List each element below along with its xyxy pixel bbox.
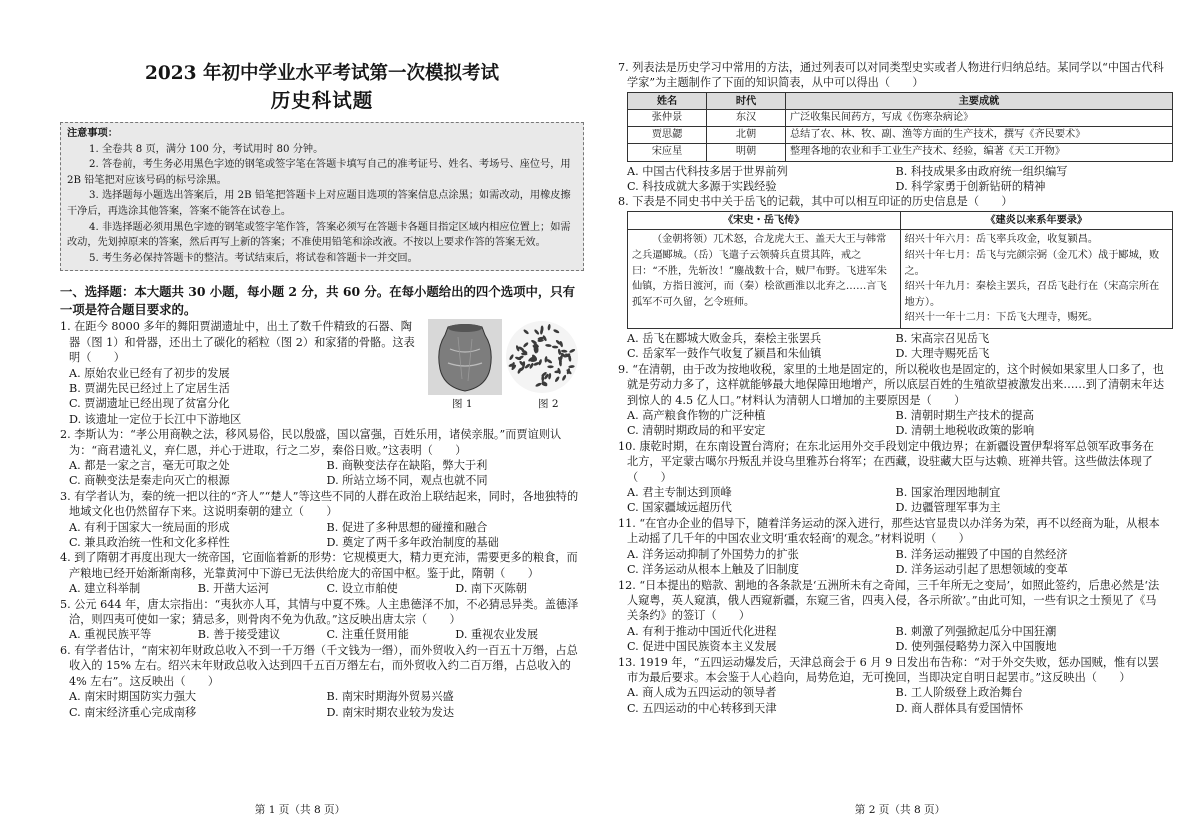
option: A. 君主专制达到顶峰 [627, 486, 732, 500]
question-9 [618, 362, 1164, 439]
section-heading: 一、选择题：本大题共 30 小题，每小题 2 分，共 60 分。在每小题给出的四个选项中，只有一项是符合题目要求的。 [60, 284, 576, 317]
question-stem: 8. 下表是不同史书中关于岳飞的记载，其中可以相互印证的历史信息是（ ） [618, 195, 1013, 209]
option: A. 高产粮食作物的广泛种植 [627, 409, 766, 423]
notice-heading: 注意事项： [67, 127, 118, 139]
question-6 [60, 643, 584, 720]
option: B. 清朝时期生产技术的提高 [895, 409, 1034, 423]
option: A. 重视民族平等 [69, 628, 152, 642]
table-header-row [628, 211, 1173, 230]
option: C. 贾湖遗址已经出现了贫富分化 [69, 397, 230, 411]
table-cell: 整理各地的农业和手工业生产技术、经验，编著《天工开物》 [786, 144, 1173, 161]
option: D. 所站立场不同，观点也就不同 [326, 474, 488, 488]
rice-grain-shape [547, 366, 553, 369]
table-cell: 广泛收集民间药方，写成《伤寒杂病论》 [786, 110, 1173, 127]
option: C. 兼具政治统一性和文化多样性 [69, 536, 230, 550]
option: B. 宋高宗召见岳飞 [895, 332, 990, 345]
option: D. 洋务运动引起了思想领域的变革 [895, 563, 1068, 577]
page-2 [600, 0, 1200, 828]
question-11 [618, 516, 1164, 578]
option: C. 洋务运动从根本上触及了旧制度 [627, 563, 799, 577]
notice-item: 3. 选择题每小题选出答案后，用 2B 铅笔把答题卡上对应题目选项的答案信息点涂黑；如需改动，用橡皮擦干净后，再选涂其他答案，答案不能答在试卷上。 [67, 190, 571, 217]
exam-subject-title: 历史科试题 [270, 89, 374, 112]
option: A. 岳飞在郾城大败金兵，秦桧主张罢兵 [627, 332, 822, 345]
question-1 [60, 319, 584, 427]
question-stem: 7. 列表法是历史学习中常用的方法，通过列表可以对同类型史实或者人物进行归纳总结。某同学以“中国古代科学家”为主题制作了下面的知识简表，从中可以得出（ ） [618, 61, 1164, 90]
question-stem: 3. 有学者认为，秦的统一把以往的“齐人”“楚人”等这些不同的人群在政治上联结起来，同时，各地独特的地域文化也仍然留存下来。这说明秦朝的建立（ ） [60, 489, 579, 519]
option: D. 该遗址一定位于长江中下游地区 [69, 412, 242, 426]
table-cell: 明朝 [707, 144, 786, 161]
table-cell: 宋应星 [628, 144, 707, 161]
option: D. 商人群体具有爱国情怀 [895, 701, 1024, 715]
notice-box [60, 122, 584, 271]
scientists-table [627, 92, 1173, 162]
question-stem: 2. 李斯认为：“孝公用商鞅之法，移风易俗，民以殷盛，国以富强，百姓乐用，诸侯亲服。”而贾谊则认为：“商君遗礼义，弃仁恩，并心于进取，行之二岁，秦俗日败。”这表明（ ） [60, 428, 562, 457]
record-text: （金朝将领）兀术怒，合龙虎大王、盖天大王与韩常之兵逼郾城。（岳）飞遣子云领骑兵直贯其阵，戒之曰：“不胜，先斩汝！”鏖战数十合，贼尸布野。飞进军朱仙镇，方指日渡河，而（秦）桧欲画淮以北弃之……言飞孤军不可久留，乞令班师。 [632, 234, 887, 308]
option: C. 设立市舶使 [326, 582, 398, 596]
question-stem: 6. 有学者估计，“南宋初年财政总收入不到一千万缗（千文钱为一缗），而外贸收入约一百五十万缗，占总收入的 15% 左右。绍兴末年财政总收入达到四千五百万缗左右，而外贸收入约二百万缗，占总收入的 4% 左右”。这反映出（ ） [60, 643, 578, 688]
question-stem: 1. 在距今 8000 多年的舞阳贾湖遗址中，出土了数千件精致的石器、陶器（图 1）和骨器，还出土了碳化的稻粒（图 2）和家猪的骨骼。这表明（ ） [60, 320, 415, 365]
question-stem: 9. “在清朝，由于改为按地收税，家里的土地是固定的，所以税收也是固定的，这个时候如果家里人口多了，也就是劳动力多了，这样就能够最大地保障田地增产，所以底层百姓的生殖欲望被激发出来……到了清朝末年达到惊人的 4.5 亿人口。”材料认为清朝人口增加的主要原因是（ ） [618, 362, 1165, 407]
option: D. 南下灭陈朝 [455, 582, 527, 596]
figure-2-caption: 图 2 [538, 398, 559, 411]
option: D. 奠定了两千多年政治制度的基础 [326, 536, 499, 550]
option: D. 边疆管理军事为主 [895, 501, 1001, 515]
question-8 [618, 194, 1164, 361]
option: A. 原始农业已经有了初步的发展 [69, 366, 230, 380]
table-cell: 总结了农、林、牧、副、渔等方面的生产技术，撰写《齐民要术》 [786, 127, 1173, 144]
question-stem: 10. 康乾时期，在东南设置台湾府；在东北运用外交手段划定中俄边界；在新疆设置伊犁将军总领军政事务在北方，平定蒙古噶尔丹叛乱并设乌里雅苏台将军；在西藏，设驻藏大臣与达赖、班禅共管。这些做法体现了（ ） [618, 439, 1154, 484]
table-row [628, 127, 1173, 144]
notice-item: 4. 非选择题必须用黑色字迹的钢笔或签字笔作答，答案必须写在答题卡各题目指定区域内相应位置上；如需改动，先划掉原来的答案，然后再写上新的答案；不准使用铅笔和涂改液。不按以上要求作答的答案无效。 [67, 221, 571, 249]
question-3 [60, 489, 584, 551]
figure-1-caption: 图 1 [452, 398, 473, 411]
option: B. 贾湖先民已经过上了定居生活 [69, 381, 230, 395]
notice-item: 5. 考生务必保持答题卡的整洁。考试结束后，将试卷和答题卡一并交回。 [89, 252, 418, 264]
record-line: 绍兴十年七月：岳飞与完颜宗弼（金兀术）战于郾城，败之。 [904, 250, 1160, 277]
notice-item: 2. 答卷前，考生务必用黑色字迹的钢笔或签字笔在答题卡填写自己的准考证号、姓名、考场号、座位号，用 2B 铅笔把对应该号码的标号涂黑。 [67, 159, 571, 186]
option: A. 洋务运动抑制了外国势力的扩张 [627, 547, 799, 561]
page-footer: 第 2 页（共 8 页） [854, 803, 946, 816]
table-row [628, 144, 1173, 161]
question-stem: 11. “在官办企业的倡导下，随着洋务运动的深入进行，那些达官显贵以办洋务为荣，再不以经商为耻，从根本上动摇了几千年的中国农业文明‘重农轻商’的观念。”材料说明（ ） [618, 516, 1160, 546]
question-4 [60, 550, 584, 596]
option: C. 五四运动的中心转移到天津 [627, 701, 777, 715]
option: C. 岳家军一鼓作气收复了颍昌和朱仙镇 [627, 347, 822, 361]
option: D. 南宋时期农业较为发达 [326, 705, 455, 719]
yue-fei-records-table [627, 211, 1173, 329]
table-header-row [628, 92, 1173, 109]
question-12 [618, 578, 1164, 655]
question-2 [60, 427, 584, 489]
notice-item: 1. 全卷共 8 页，满分 100 分，考试用时 80 分钟。 [89, 143, 324, 155]
option: D. 重视农业发展 [455, 628, 539, 642]
table-cell: 贾思勰 [628, 127, 707, 144]
column-header: 《宋史・岳飞传》 [628, 211, 901, 230]
option: B. 刺激了列强掀起瓜分中国狂潮 [895, 624, 1057, 638]
question-stem: 5. 公元 644 年，唐太宗指出：“夷狄亦人耳，其情与中夏不殊。人主患德泽不加，不必猜忌异类。盖德泽洽，则四夷可使如一家；猜忌多，则骨肉不免为仇敌。”这反映出唐太宗（ ） [60, 597, 579, 627]
option: B. 善于接受建议 [197, 628, 281, 642]
option: D. 清朝土地税收政策的影响 [895, 424, 1035, 438]
column-header: 时代 [707, 92, 786, 109]
column-header: 姓名 [628, 92, 707, 109]
option: D. 使列强侵略势力深入中国腹地 [895, 640, 1057, 654]
option: C. 国家疆域远超历代 [627, 501, 732, 515]
table-cell [628, 230, 901, 329]
column-header: 《建炎以来系年要录》 [900, 211, 1173, 230]
question-stem: 4. 到了隋朝才再度出现大一统帝国，它面临着新的形势：它规模更大，精力更充沛，需要更多的粮食，而产粮地已经开始渐渐南移，光靠黄河中下游已无法供给庞大的帝国中枢。鉴于此，隋朝（ ） [60, 551, 578, 580]
option: B. 国家治理因地制宜 [895, 486, 1001, 500]
option: C. 注重任贤用能 [326, 628, 409, 642]
option: C. 促进中国民族资本主义发展 [627, 640, 777, 654]
carbonized-rice-image [504, 319, 580, 395]
option: B. 工人阶级登上政治舞台 [895, 686, 1023, 700]
option: A. 有利于推动中国近代化进程 [627, 624, 777, 638]
question-stem: 13. 1919 年，“五四运动爆发后，天津总商会于 6 月 9 日发出布告称：“对于外交失败，惩办国贼，惟有以罢市为最后要求。本会鉴于人心趋向，局势危迫，无可挽回，当即决定自明日起罢市。”这反映出（ ） [618, 655, 1159, 684]
column-header: 主要成就 [786, 92, 1173, 109]
option: D. 科学家勇于创新钻研的精神 [895, 180, 1046, 194]
option: B. 洋务运动摧毁了中国的自然经济 [895, 547, 1068, 561]
option: A. 都是一家之言，毫无可取之处 [69, 459, 230, 472]
option: B. 南宋时期海外贸易兴盛 [326, 690, 454, 704]
option: B. 商鞅变法存在缺陷，弊大于利 [326, 459, 488, 472]
pottery-jar-image [428, 319, 502, 395]
question-7 [618, 60, 1164, 194]
question-13 [618, 655, 1164, 717]
table-cell [900, 230, 1173, 329]
question-10 [618, 439, 1164, 516]
exam-title: 2023 年初中学业水平考试第一次模拟考试 [145, 63, 499, 84]
rice-grain-shape [541, 326, 544, 332]
option: B. 开凿大运河 [197, 582, 270, 596]
table-cell: 东汉 [707, 110, 786, 127]
option: A. 商人成为五四运动的领导者 [627, 686, 777, 700]
option: C. 商鞅变法是秦走向灭亡的根源 [69, 474, 230, 488]
option: C. 清朝时期政局的和平安定 [627, 424, 766, 438]
option: D. 大理寺赐死岳飞 [895, 347, 990, 361]
table-cell: 张仲景 [628, 110, 707, 127]
record-line: 绍兴十年九月：秦桧主罢兵，召岳飞赴行在（宋高宗所在地方）。 [904, 281, 1160, 308]
table-row [628, 230, 1173, 329]
option: C. 南宋经济重心完成南移 [69, 705, 197, 719]
option: A. 南宋时期国防实力强大 [69, 690, 197, 704]
option: A. 有利于国家大一统局面的形成 [69, 520, 230, 534]
table-row [628, 110, 1173, 127]
question-5 [60, 597, 584, 643]
option: A. 建立科举制 [69, 582, 141, 596]
record-line: 绍兴十年六月：岳飞率兵攻金，收复颍昌。 [904, 234, 1099, 246]
record-line: 绍兴十一年十二月：下岳飞大理寺，赐死。 [904, 312, 1099, 324]
option: B. 科技成果多由政府统一组织编写 [895, 164, 1068, 178]
table-cell: 北朝 [707, 127, 786, 144]
option: B. 促进了多种思想的碰撞和融合 [326, 520, 488, 534]
option: C. 科技成就大多源于实践经验 [627, 180, 777, 194]
question-stem: 12. “日本提出的赔款、割地的各条款是‘五洲所未有之奇闻，三千年所无之变局’，如照此签约，后患必然是‘法人窥粤，英人窥滇，俄人西窥新疆，东窥三省，四夷入侵，各示所欲’。”由此可知，一些有识之士预见了《马关条约》的签订（ ） [618, 578, 1160, 623]
page-footer: 第 1 页（共 8 页） [254, 803, 346, 816]
option: A. 中国古代科技多居于世界前列 [627, 164, 788, 178]
